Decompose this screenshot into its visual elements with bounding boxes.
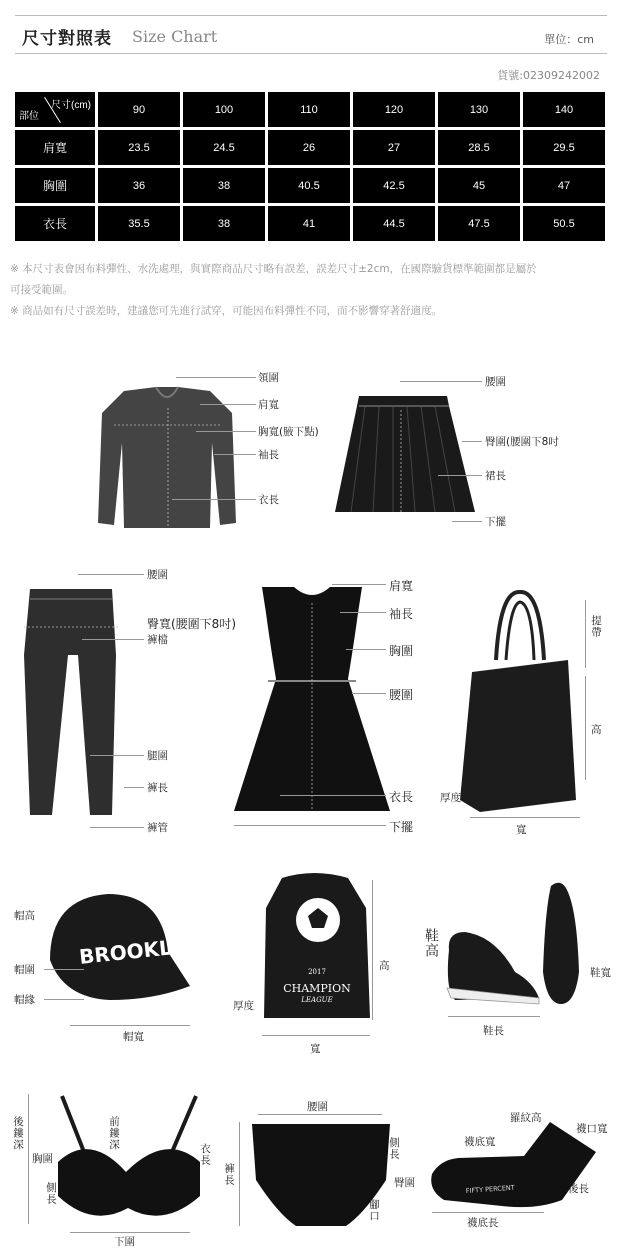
table-corner-cell (15, 92, 95, 127)
cap-height-label: 帽高 (14, 910, 35, 922)
sock-top-width-label: 襪口寬 (576, 1123, 608, 1135)
guide-line (234, 825, 386, 826)
guide-line (172, 499, 256, 500)
guide-line (280, 795, 386, 796)
pants-length-label: 褲長 (147, 782, 168, 794)
shirt-length-label: 衣長 (258, 494, 279, 506)
header-bottom-rule (15, 53, 607, 54)
table-cell: 38 (183, 206, 265, 241)
pants-illustration (22, 585, 122, 820)
backpack-height-label: 高 (379, 960, 390, 972)
guide-line (78, 574, 144, 575)
table-cell: 44.5 (353, 206, 435, 241)
shirt-shoulder-label: 肩寬 (258, 399, 279, 411)
table-cell: 23.5 (98, 130, 180, 165)
row-label: 衣長 (15, 206, 95, 241)
table-cell: 35.5 (98, 206, 180, 241)
dress-waist-label: 腰圍 (389, 688, 414, 702)
table-cell: 36 (98, 168, 180, 203)
table-cell: 41 (268, 206, 350, 241)
guide-line (470, 817, 580, 818)
guide-line (340, 612, 386, 613)
dress-shoulder-label: 肩寬 (389, 579, 414, 593)
pants-leg-label: 褲管 (147, 822, 168, 834)
dress-illustration (232, 583, 392, 815)
guide-line (432, 1212, 544, 1213)
bag-width-label: 寬 (516, 824, 527, 836)
shoes-height-label: 鞋高 (423, 928, 439, 958)
guide-line (372, 880, 373, 1020)
shirt-sleeve-label: 袖長 (258, 449, 279, 461)
briefs-hip-label: 臀圍 (394, 1177, 415, 1189)
backpack-illustration (258, 868, 373, 1028)
skirt-hem-label: 下擺 (485, 516, 506, 528)
sock-rib-height-label: 羅紋高 (510, 1112, 542, 1124)
guide-line (400, 381, 482, 382)
bag-height-label: 高 (591, 724, 602, 736)
bag-depth-label: 厚度 (440, 792, 461, 804)
pants-thigh-label: 腿圍 (147, 750, 168, 762)
cap-illustration (44, 888, 201, 1008)
guide-line (44, 999, 84, 1000)
size-header: 90 (98, 92, 180, 127)
size-header: 100 (183, 92, 265, 127)
guide-line (214, 454, 256, 455)
size-header: 140 (523, 92, 605, 127)
unit-label: 單位：cm (544, 33, 594, 46)
size-header: 130 (438, 92, 520, 127)
backpack-print-year: 2017 (308, 968, 326, 976)
guide-line (262, 1035, 370, 1036)
corner-size-label: 尺寸(cm) (51, 100, 91, 111)
tote-bag-illustration (458, 590, 583, 815)
backpack-depth-label: 厚度 (233, 1000, 254, 1012)
bra-side-label: 側長 (45, 1182, 57, 1205)
shoes-length-label: 鞋長 (483, 1025, 504, 1037)
sock-bottom-length-label: 襪底長 (467, 1217, 499, 1229)
table-cell: 24.5 (183, 130, 265, 165)
guide-line (90, 827, 144, 828)
guide-line (462, 441, 482, 442)
briefs-leg-label: 腳口 (368, 1199, 380, 1222)
table-cell: 47 (523, 168, 605, 203)
bra-illustration (54, 1092, 204, 1232)
note-line: ※ 商品如有尺寸誤差時，建議您可先進行試穿，可能因布料彈性不同，而不影響穿著舒適度。 (10, 305, 443, 317)
cap-width-label: 帽寬 (123, 1031, 144, 1043)
guide-line (448, 1016, 540, 1017)
backpack-width-label: 寬 (310, 1043, 321, 1055)
sock-heel-width-label: 襪底寬 (464, 1136, 496, 1148)
guide-line (585, 676, 586, 780)
guide-line (200, 404, 256, 405)
table-cell: 50.5 (523, 206, 605, 241)
guide-line (585, 600, 586, 668)
shoes-width-label: 鞋寬 (590, 967, 611, 979)
guide-line (82, 639, 144, 640)
size-header: 110 (268, 92, 350, 127)
guide-line (346, 649, 386, 650)
cap-print-text: BROOKLYN (78, 932, 201, 969)
bra-back-label: 後鏤深 (12, 1116, 24, 1151)
table-row (15, 130, 605, 165)
shirt-neck-label: 領圍 (258, 372, 279, 384)
backpack-print-league: LEAGUE (301, 996, 333, 1004)
note-line: ※ 本尺寸表會因布料彈性、水洗處理，與實際商品尺寸略有誤差，誤差尺寸±2cm，在國際驗貨標準範圍都是屬於 (10, 263, 537, 275)
table-header-row (15, 92, 605, 127)
guide-line (239, 1122, 240, 1226)
row-label: 肩寬 (15, 130, 95, 165)
header-top-rule (15, 15, 607, 16)
guide-line (452, 521, 482, 522)
table-cell: 26 (268, 130, 350, 165)
sock-back-length-label: 後長 (568, 1183, 589, 1195)
guide-line (176, 377, 256, 378)
size-header: 120 (353, 92, 435, 127)
dress-sleeve-label: 袖長 (389, 607, 414, 621)
guide-line (332, 584, 386, 585)
row-label: 胸圍 (15, 168, 95, 203)
briefs-length-label: 褲長 (223, 1163, 235, 1186)
pants-waist-label: 腰圍 (147, 569, 168, 581)
dress-length-label: 衣長 (389, 790, 414, 804)
skirt-illustration (335, 390, 475, 520)
bra-chest-label: 胸圍 (32, 1153, 53, 1165)
guide-line (352, 693, 386, 694)
size-table (12, 89, 608, 244)
dress-chest-label: 胸圍 (389, 644, 414, 658)
dress-hem-label: 下擺 (389, 820, 414, 834)
guide-line (438, 475, 482, 476)
table-cell: 45 (438, 168, 520, 203)
corner-part-label: 部位 (19, 111, 39, 122)
briefs-waist-label: 腰圍 (307, 1101, 328, 1113)
table-cell: 29.5 (523, 130, 605, 165)
bra-strap-label: 衣長 (199, 1143, 211, 1166)
table-cell: 40.5 (268, 168, 350, 203)
guide-line (90, 755, 144, 756)
note-line: 可接受範圍。 (10, 284, 73, 296)
guide-line (196, 431, 256, 432)
table-cell: 27 (353, 130, 435, 165)
backpack-print-champion: CHAMPION (283, 982, 351, 995)
skirt-hip-label: 臀圍(腰圍下8吋 (485, 436, 559, 448)
shirt-illustration (86, 383, 246, 533)
bra-under-label: 下圍 (114, 1236, 135, 1248)
bag-strap-label: 提帶 (590, 615, 602, 638)
pants-rise-label: 褲檔 (147, 634, 168, 646)
sock-print-text: FIFTY PERCENT (465, 1183, 516, 1195)
table-cell: 28.5 (438, 130, 520, 165)
product-sku: 貨號:02309242002 (497, 69, 600, 82)
skirt-length-label: 裙長 (485, 470, 506, 482)
size-notes (10, 259, 610, 322)
table-cell: 47.5 (438, 206, 520, 241)
shirt-chest-label: 胸寬(腋下點) (258, 426, 319, 438)
bra-front-label: 前鏤深 (108, 1116, 120, 1151)
page-title-english: Size Chart (132, 27, 218, 46)
table-cell: 42.5 (353, 168, 435, 203)
pants-hip-label: 臀寬(腰圍下8吋) (147, 617, 236, 631)
guide-line (44, 969, 84, 970)
guide-line (28, 1094, 29, 1224)
guide-line (124, 787, 144, 788)
table-row (15, 168, 605, 203)
guide-line (258, 1114, 382, 1115)
page-title: 尺寸對照表 (22, 29, 112, 49)
table-row (15, 206, 605, 241)
cap-circumference-label: 帽圍 (14, 964, 35, 976)
guide-line (70, 1232, 190, 1233)
shoes-illustration (443, 880, 593, 1010)
guide-line (70, 1025, 190, 1026)
briefs-side-label: 側長 (388, 1137, 400, 1160)
cap-brim-label: 帽緣 (14, 994, 35, 1006)
skirt-waist-label: 腰圍 (485, 376, 506, 388)
table-cell: 38 (183, 168, 265, 203)
